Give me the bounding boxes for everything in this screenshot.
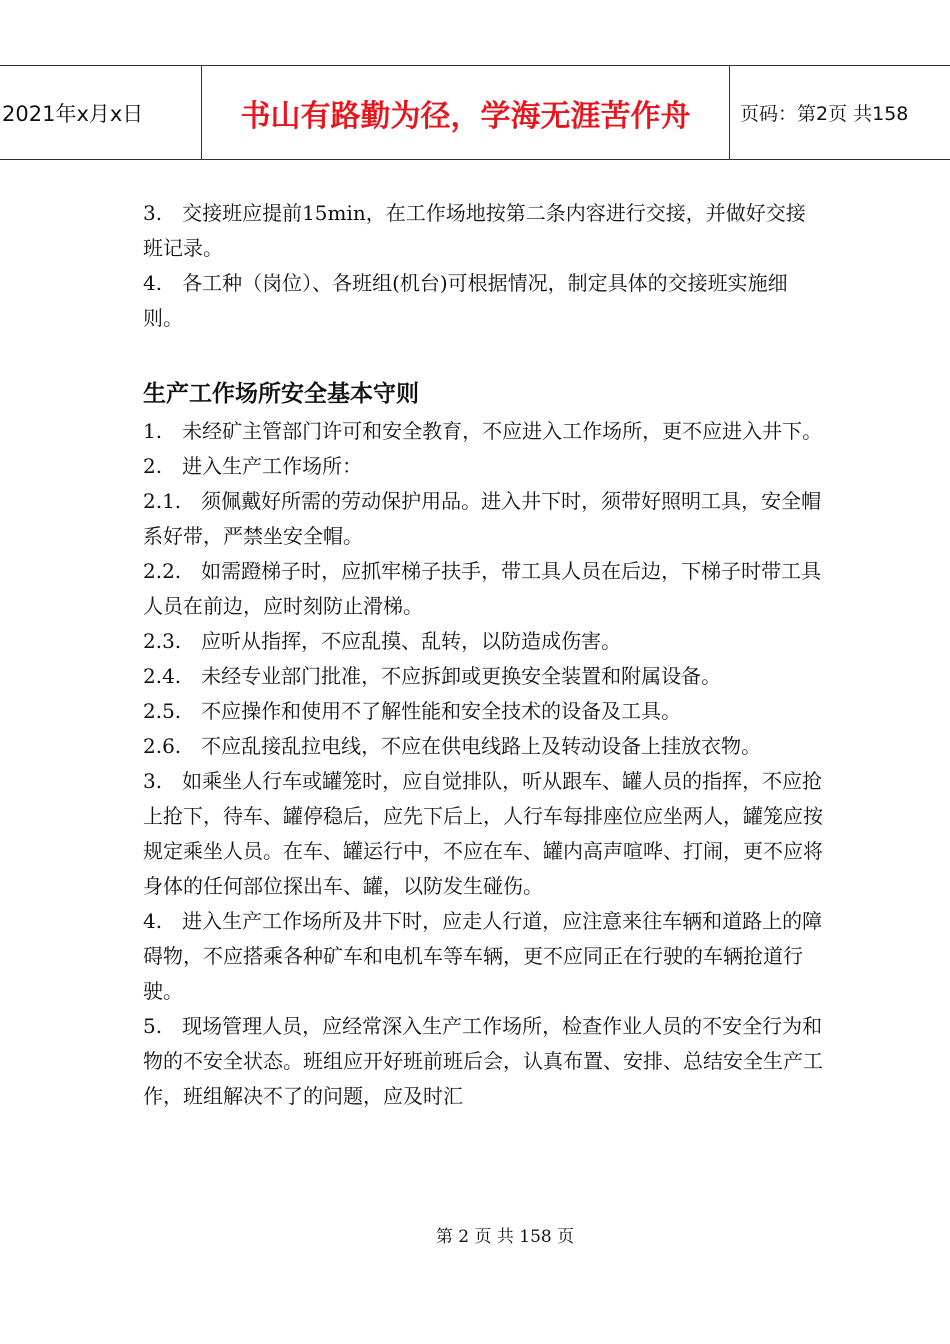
section-title: 生产工作场所安全基本守则 [143,381,419,407]
paragraph: 3. 如乘坐人行车或罐笼时，应自觉排队，听从跟车、罐人员的指挥，不应抢上抢下，待车、罐停稳后，应先下后上，人行车每排座位应坐两人，罐笼应按规定乘坐人员。在车、罐运行中，不应在车、罐内高声喧哗、打闹，更不应将身体的任何部位探出车、罐，以防发生碰伤。 [143,769,823,898]
paragraph: 5. 现场管理人员，应经常深入生产工作场所，检查作业人员的不安全行为和物的不安全状态。班组应开好班前班后会，认真布置、安排、总结安全生产工作，班组解决不了的问题，应及时汇 [143,1014,823,1108]
page-footer: 第 2 页 共 158 页 [435,1227,575,1247]
paragraph: 3. 交接班应提前15min，在工作场地按第二条内容进行交接，并做好交接班记录。 [143,201,806,260]
document-body [143,196,823,1114]
header-motto: 书山有路勤为径，学海无涯苦作舟 [202,66,730,159]
paragraph: 2.3. 应听从指挥，不应乱摸、乱转，以防造成伤害。 [143,629,622,653]
paragraph: 2. 进入生产工作场所： [143,454,363,478]
paragraph: 2.6. 不应乱接乱拉电线，不应在供电线路上及转动设备上挂放衣物。 [143,734,762,758]
paragraph: 2.2. 如需蹬梯子时，应抓牢梯子扶手，带工具人员在后边，下梯子时带工具人员在前边，应时刻防止滑梯。 [143,559,822,618]
paragraph: 1. 未经矿主管部门许可和安全教育，不应进入工作场所，更不应进入井下。 [143,419,823,443]
paragraph: 2.4. 未经专业部门批准，不应拆卸或更换安全装置和附属设备。 [143,664,722,688]
paragraph: 2.5. 不应操作和使用不了解性能和安全技术的设备及工具。 [143,699,682,723]
paragraph: 4. 各工种（岗位）、各班组(机台)可根据情况，制定具体的交接班实施细则。 [143,271,788,330]
page-header [0,65,950,160]
header-page-info: 页码：第2页 共158 [740,103,909,125]
paragraph: 2.1. 须佩戴好所需的劳动保护用品。进入井下时，须带好照明工具，安全帽系好带，严禁坐安全帽。 [143,489,822,548]
header-date: 2021年x月x日 [0,66,202,159]
spacer [143,336,823,372]
paragraph: 4. 进入生产工作场所及井下时，应走人行道，应注意来往车辆和道路上的障碍物，不应搭乘各种矿车和电机车等车辆，更不应同正在行驶的车辆抢道行驶。 [143,909,823,1003]
